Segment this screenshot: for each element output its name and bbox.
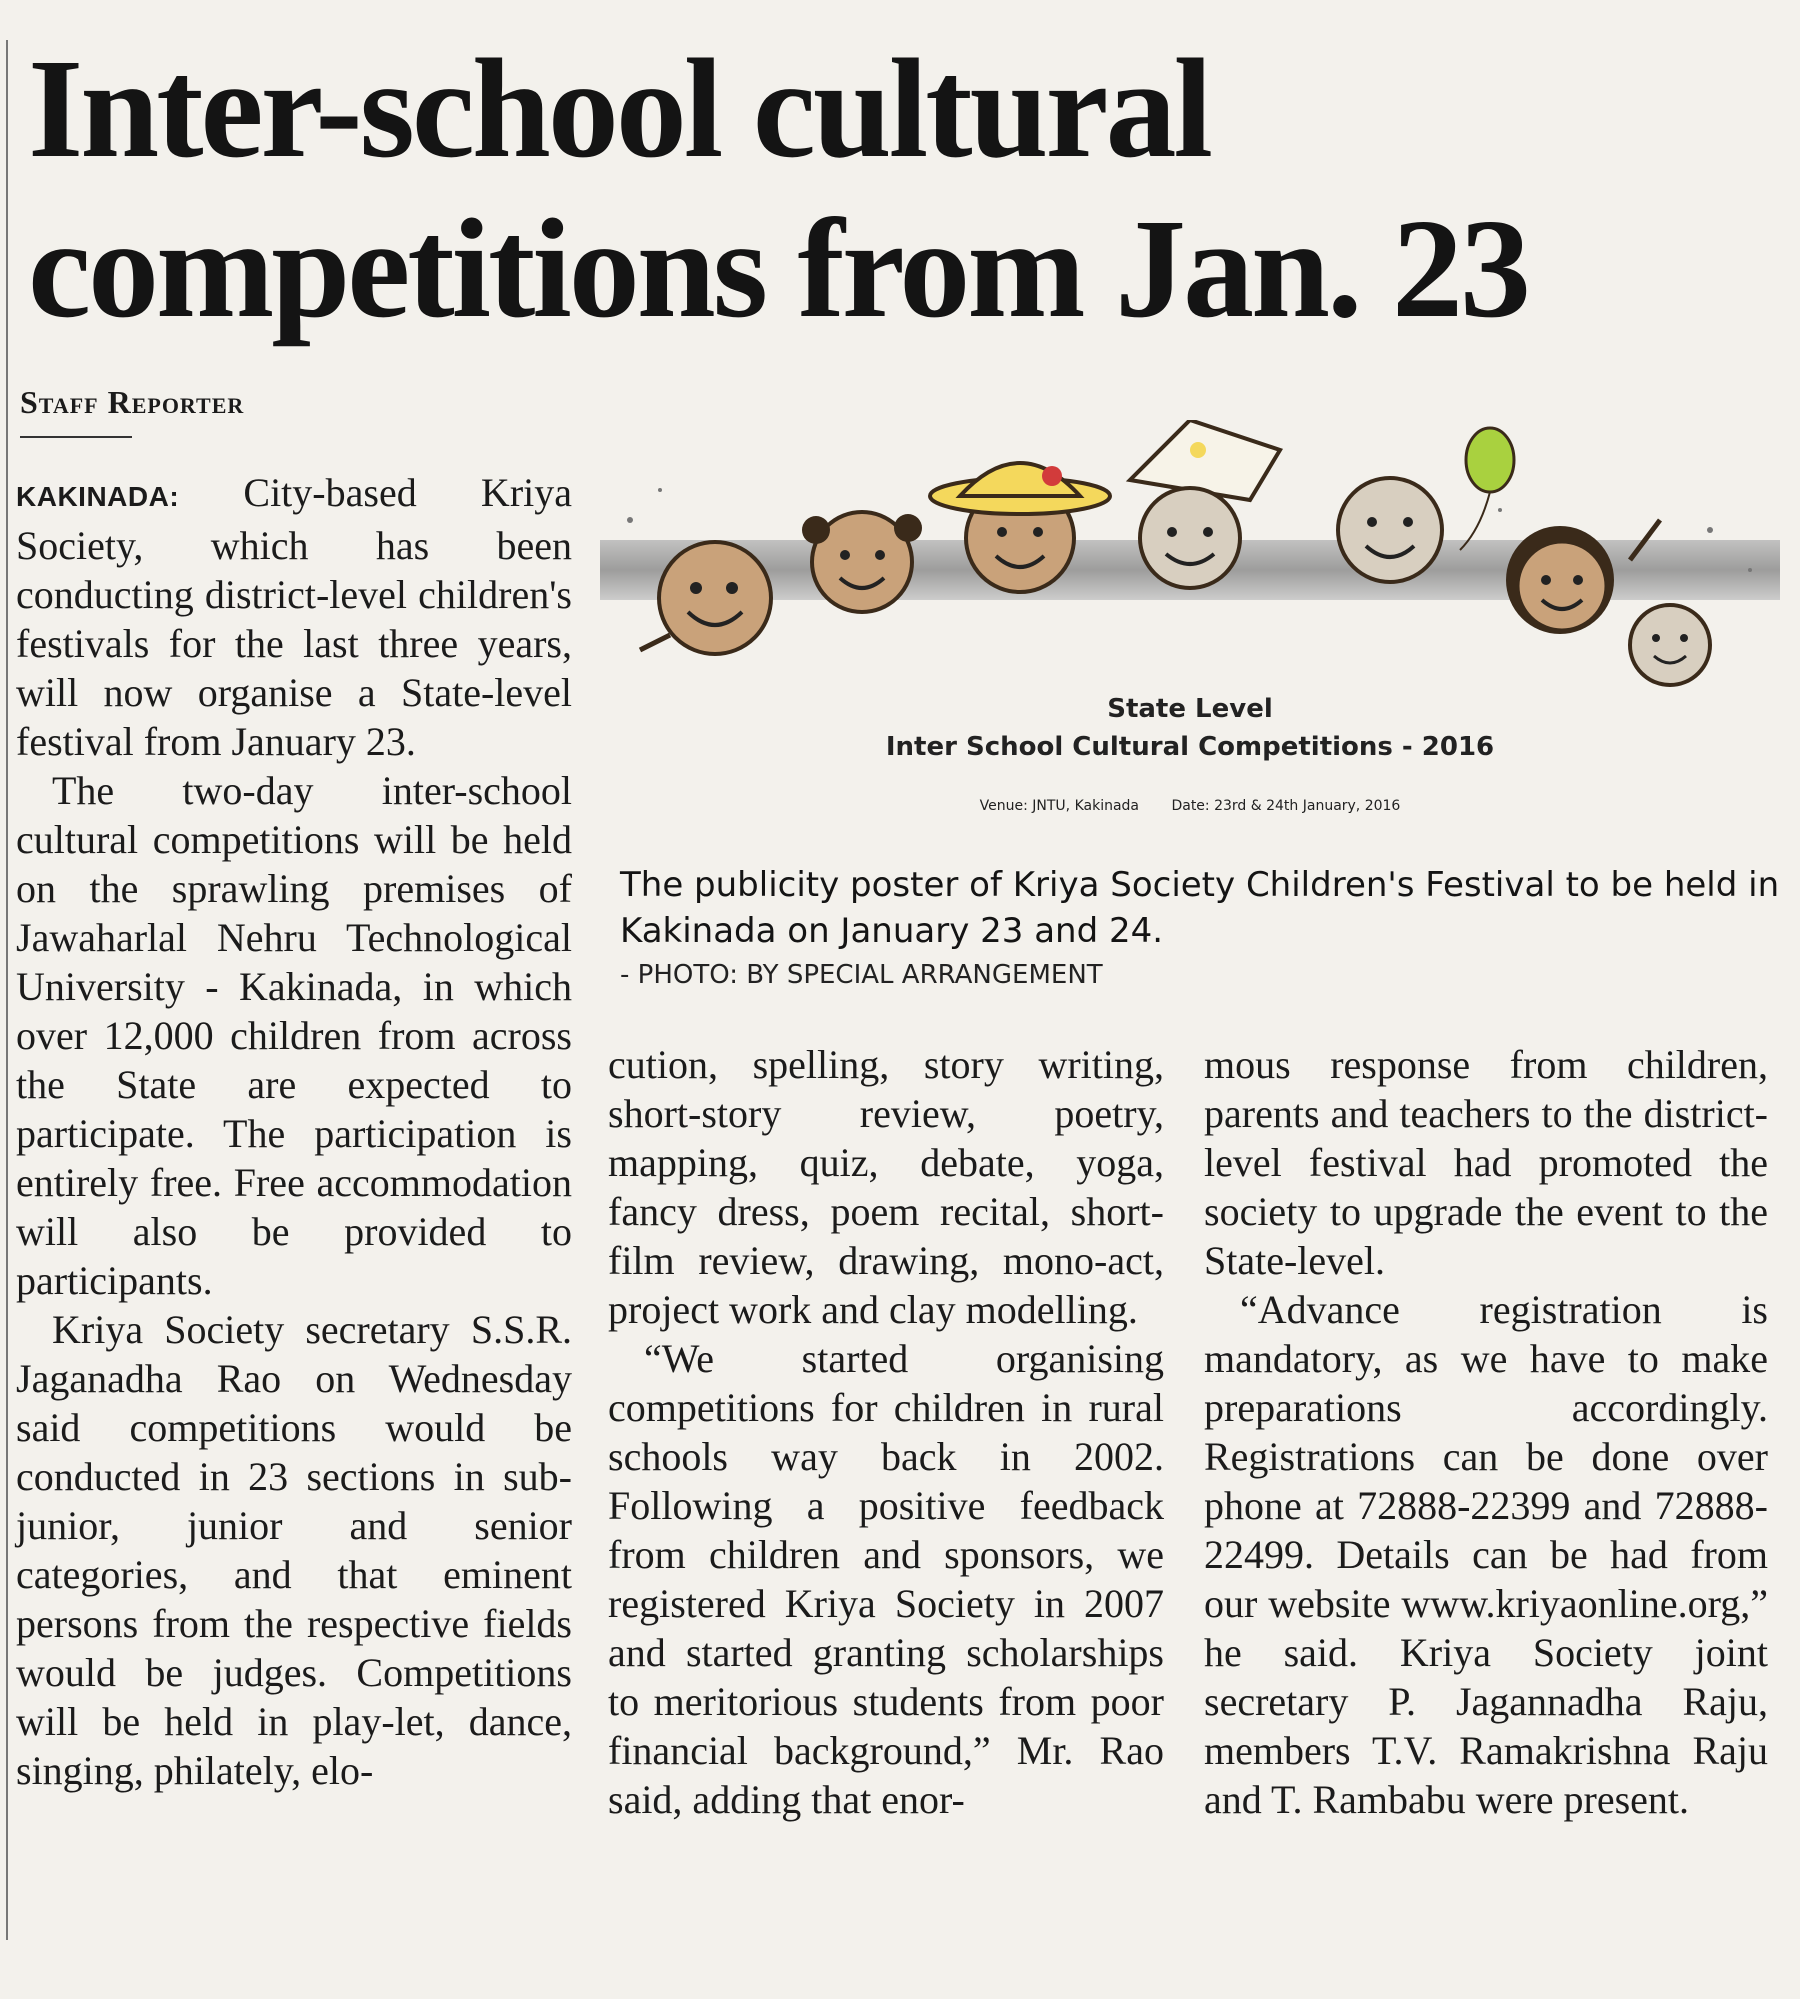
article-paragraph: “We started organising competitions for children in rural schools way back in 2002. Following a positive feedback from children and sponsors, we registered Kriya Society in 2007 and started granting scholarships to meritorious students from poor financial background,” Mr. Rao said, adding that enor- bbox=[608, 1336, 1164, 1822]
kid-face-2 bbox=[802, 512, 922, 612]
column-rule bbox=[6, 40, 8, 1940]
byline: Staff Reporter bbox=[20, 384, 245, 420]
paragraph-text: City-based Kriya Society, which has been conducting district-level children's festivals for the last three years, will now organise a State-level festival from January 23. bbox=[16, 470, 572, 764]
byline-rule bbox=[20, 436, 132, 438]
festival-poster bbox=[600, 420, 1780, 840]
kid-face-1 bbox=[640, 542, 771, 654]
article-paragraph bbox=[16, 468, 572, 766]
dateline: KAKINADA: bbox=[16, 481, 180, 512]
photo-caption: The publicity poster of Kriya Society Children's Festival to be held in Kakinada on January 23 and 24. bbox=[620, 865, 1780, 951]
poster-venue: Venue: JNTU, Kakinada bbox=[979, 798, 1139, 814]
article-column-3 bbox=[1204, 1040, 1768, 1824]
article-paragraph: The two-day inter-school cultural competitions will be held on the sprawling premises of Jawaharlal Nehru Technological University - Kakinada, in which over 12,000 children from across the State are expected to participate. The participation is entirely free. Free accommodation will also be provided to participants. bbox=[16, 768, 572, 1303]
kid-face-4 bbox=[1130, 420, 1280, 588]
photo-credit: - PHOTO: BY SPECIAL ARRANGEMENT bbox=[620, 960, 1103, 990]
kid-face-5 bbox=[1338, 428, 1514, 582]
headline: Inter-school cultural competitions from Jan. 23 bbox=[28, 29, 1529, 347]
article-paragraph: Kriya Society secretary S.S.R. Jaganadha Rao on Wednesday said competitions would be conducted in 23 sections in sub-junior, junior and senior categories, and that eminent persons from the respective fields would be judges. Competitions will be held in play-let, dance, singing, philately, elo- bbox=[16, 1307, 572, 1793]
poster-date: Date: 23rd & 24th January, 2016 bbox=[1171, 798, 1401, 814]
cartoon-children-illustration bbox=[600, 420, 1780, 690]
article-paragraph: mous response from children, parents and teachers to the district-level festival had promoted the society to upgrade the event to the State-level. bbox=[1204, 1042, 1768, 1283]
kid-face-3 bbox=[930, 463, 1110, 592]
article-column-2 bbox=[608, 1040, 1164, 1824]
article-column-1 bbox=[16, 468, 572, 1795]
kid-face-6 bbox=[1506, 526, 1614, 634]
poster-venue-date bbox=[600, 798, 1780, 814]
kid-face-7 bbox=[1630, 520, 1710, 685]
poster-title-line-1: State Level bbox=[1107, 694, 1273, 724]
article-paragraph: cution, spelling, story writing, short-story review, poetry, mapping, quiz, debate, yoga, fancy dress, poem recital, short-film review, drawing, mono-act, project work and clay modelling. bbox=[608, 1042, 1164, 1332]
article-paragraph: “Advance registration is mandatory, as we have to make preparations accordingly. Registrations can be done over phone at 72888-22399 and 72888-22499. Details can be had from our website www.kriyaonline.org,” he said. Kriya Society joint secretary P. Jagannadha Raju, members T.V. Ramakrishna Raju and T. Rambabu were present. bbox=[1204, 1287, 1768, 1822]
poster-title-line-2: Inter School Cultural Competitions - 2016 bbox=[885, 732, 1495, 762]
